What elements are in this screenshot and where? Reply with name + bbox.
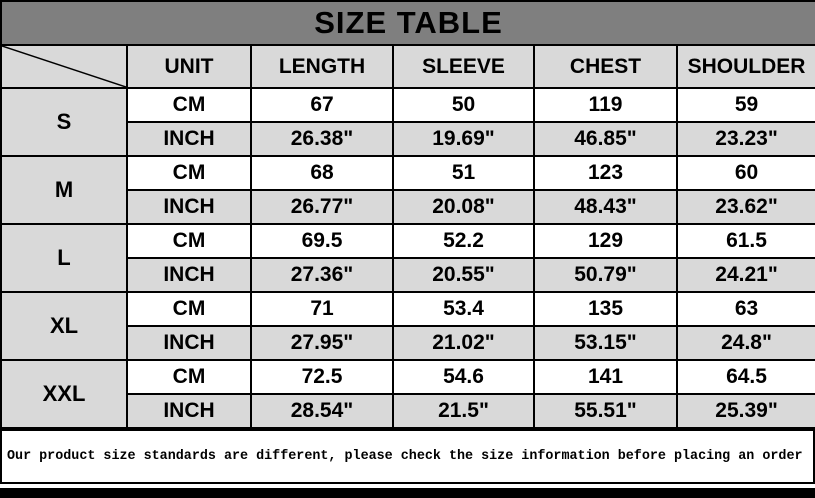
value-cell: 53.15" bbox=[534, 326, 677, 360]
size-label-xxl: XXL bbox=[1, 360, 127, 428]
footer-note bbox=[0, 429, 815, 484]
value-cell: 26.38" bbox=[251, 122, 393, 156]
value-cell: 28.54" bbox=[251, 394, 393, 428]
value-cell: 24.8" bbox=[677, 326, 815, 360]
unit-cell: CM bbox=[127, 156, 251, 190]
unit-cell: CM bbox=[127, 224, 251, 258]
value-cell: 50 bbox=[393, 88, 534, 122]
table-row bbox=[1, 224, 815, 258]
bottom-bar bbox=[0, 488, 815, 498]
size-label-m: M bbox=[1, 156, 127, 224]
value-cell: 26.77" bbox=[251, 190, 393, 224]
page-title: SIZE TABLE bbox=[1, 1, 815, 45]
size-label-xl: XL bbox=[1, 292, 127, 360]
unit-cell: INCH bbox=[127, 122, 251, 156]
value-cell: 129 bbox=[534, 224, 677, 258]
value-cell: 61.5 bbox=[677, 224, 815, 258]
value-cell: 68 bbox=[251, 156, 393, 190]
value-cell: 135 bbox=[534, 292, 677, 326]
header-row bbox=[1, 45, 815, 88]
unit-cell: INCH bbox=[127, 326, 251, 360]
value-cell: 72.5 bbox=[251, 360, 393, 394]
unit-cell: CM bbox=[127, 292, 251, 326]
value-cell: 20.08" bbox=[393, 190, 534, 224]
value-cell: 54.6 bbox=[393, 360, 534, 394]
footer-note-text: Our product size standards are different, please check the size information before placing an order bbox=[7, 449, 803, 464]
value-cell: 71 bbox=[251, 292, 393, 326]
unit-cell: CM bbox=[127, 360, 251, 394]
value-cell: 27.36" bbox=[251, 258, 393, 292]
unit-cell: INCH bbox=[127, 394, 251, 428]
value-cell: 53.4 bbox=[393, 292, 534, 326]
size-label-l: L bbox=[1, 224, 127, 292]
value-cell: 48.43" bbox=[534, 190, 677, 224]
diagonal-line-icon bbox=[2, 46, 126, 87]
value-cell: 52.2 bbox=[393, 224, 534, 258]
header-chest: CHEST bbox=[534, 45, 677, 88]
value-cell: 23.23" bbox=[677, 122, 815, 156]
table-row bbox=[1, 156, 815, 190]
value-cell: 67 bbox=[251, 88, 393, 122]
value-cell: 19.69" bbox=[393, 122, 534, 156]
value-cell: 141 bbox=[534, 360, 677, 394]
header-sleeve: SLEEVE bbox=[393, 45, 534, 88]
value-cell: 24.21" bbox=[677, 258, 815, 292]
value-cell: 23.62" bbox=[677, 190, 815, 224]
unit-cell: CM bbox=[127, 88, 251, 122]
value-cell: 59 bbox=[677, 88, 815, 122]
value-cell: 69.5 bbox=[251, 224, 393, 258]
value-cell: 21.5" bbox=[393, 394, 534, 428]
value-cell: 51 bbox=[393, 156, 534, 190]
title-row bbox=[1, 1, 815, 45]
value-cell: 55.51" bbox=[534, 394, 677, 428]
value-cell: 60 bbox=[677, 156, 815, 190]
table-row bbox=[1, 292, 815, 326]
unit-cell: INCH bbox=[127, 190, 251, 224]
value-cell: 25.39" bbox=[677, 394, 815, 428]
header-length: LENGTH bbox=[251, 45, 393, 88]
diagonal-header-cell bbox=[1, 45, 127, 88]
header-shoulder: SHOULDER bbox=[677, 45, 815, 88]
table-row bbox=[1, 360, 815, 394]
value-cell: 64.5 bbox=[677, 360, 815, 394]
value-cell: 46.85" bbox=[534, 122, 677, 156]
unit-cell: INCH bbox=[127, 258, 251, 292]
value-cell: 50.79" bbox=[534, 258, 677, 292]
value-cell: 63 bbox=[677, 292, 815, 326]
value-cell: 123 bbox=[534, 156, 677, 190]
value-cell: 21.02" bbox=[393, 326, 534, 360]
header-unit: UNIT bbox=[127, 45, 251, 88]
table-row bbox=[1, 88, 815, 122]
size-label-s: S bbox=[1, 88, 127, 156]
value-cell: 119 bbox=[534, 88, 677, 122]
value-cell: 20.55" bbox=[393, 258, 534, 292]
value-cell: 27.95" bbox=[251, 326, 393, 360]
